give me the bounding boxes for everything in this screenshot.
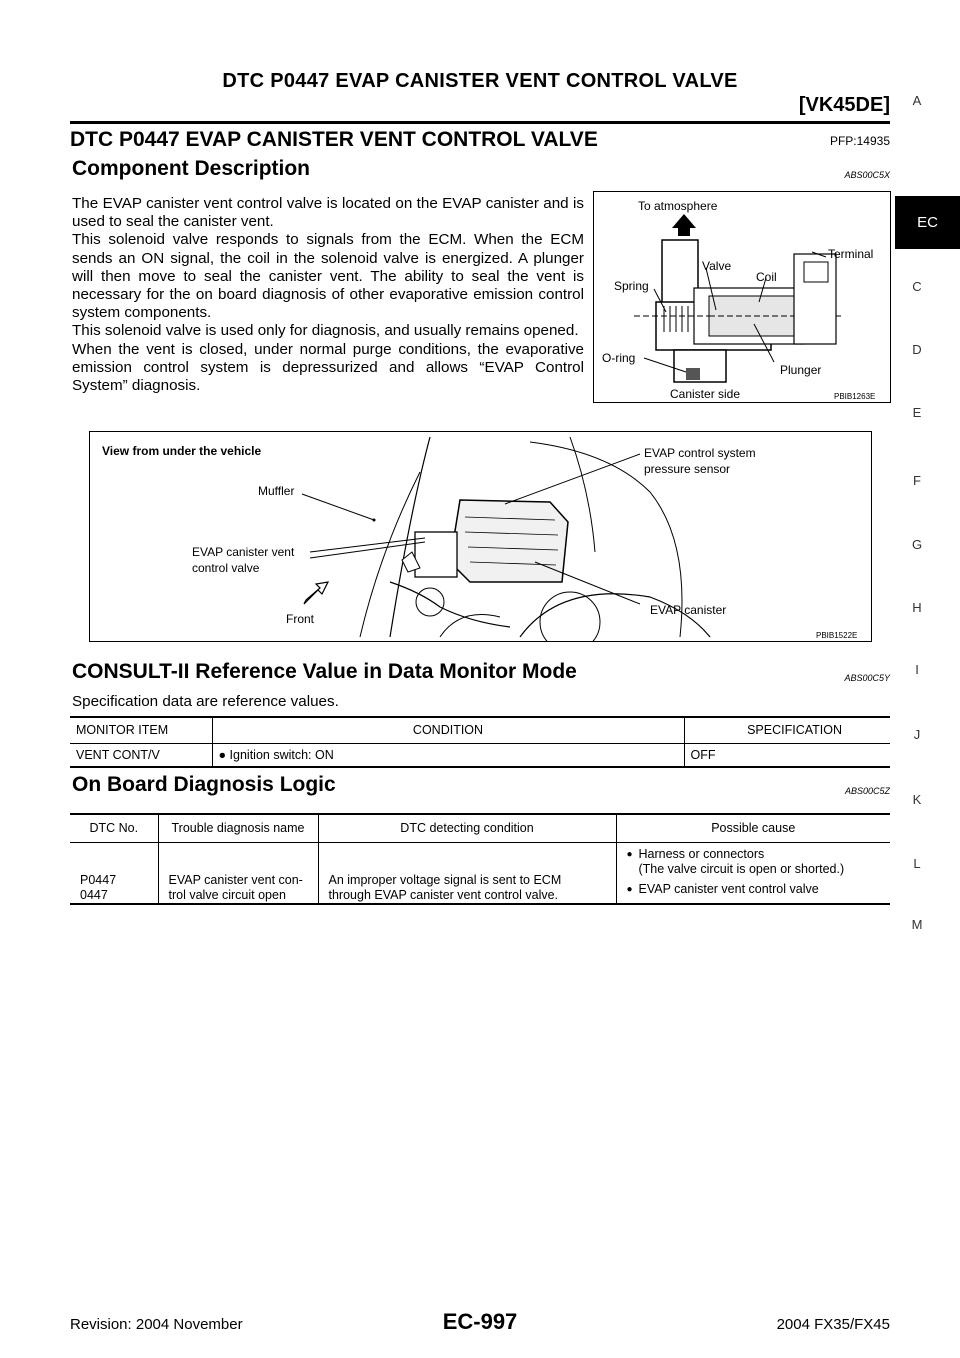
- under-vehicle-illustration: [90, 432, 872, 642]
- label-canister: EVAP canister: [650, 603, 727, 617]
- cell-condition: [318, 842, 616, 904]
- sidebar-index-d[interactable]: D: [912, 342, 922, 357]
- paragraph: The EVAP canister vent control valve is located on the EVAP canister and is used to seal the canister vent.: [72, 195, 584, 231]
- label-sensor-line1: EVAP control system: [644, 446, 756, 460]
- header-possible-cause: Possible cause: [616, 814, 890, 842]
- figure-code: PBIB1263E: [834, 392, 876, 401]
- sidebar-index-c[interactable]: C: [912, 279, 922, 294]
- label-valve: Valve: [702, 259, 732, 273]
- obd-heading: On Board Diagnosis Logic: [72, 773, 336, 796]
- cause-text: (The valve circuit is open or shorted.): [638, 861, 845, 876]
- component-description-code: ABS00C5X: [844, 170, 890, 180]
- sidebar-index-m[interactable]: M: [911, 917, 923, 932]
- sidebar-index-ec-active[interactable]: EC: [895, 196, 960, 249]
- header-monitor-item: MONITOR ITEM: [76, 723, 169, 738]
- label-plunger: Plunger: [780, 363, 822, 377]
- label-spring: Spring: [614, 279, 649, 293]
- sidebar-index-f[interactable]: F: [913, 473, 921, 488]
- paragraph: When the vent is closed, under normal purge conditions, the evaporative emission control system is depressurized and allows “EVAP Control System” diagnosis.: [72, 340, 584, 395]
- label-sensor-line2: pressure sensor: [644, 462, 731, 476]
- condition-text: Ignition switch: ON: [229, 747, 334, 762]
- trouble-name-line: trol valve circuit open: [168, 887, 286, 902]
- footer-page-number: EC-997: [442, 1309, 518, 1334]
- bullet-icon: ●: [626, 848, 633, 860]
- sidebar-index-i[interactable]: I: [915, 662, 919, 677]
- label-canister-side: Canister side: [670, 387, 741, 401]
- consult-heading: CONSULT-II Reference Value in Data Monitor Mode: [72, 660, 577, 683]
- pfp-code: PFP:14935: [829, 134, 890, 148]
- obd-table: [70, 813, 890, 905]
- consult-table: [70, 716, 890, 768]
- label-o-ring: O-ring: [602, 351, 636, 365]
- table-header-row: [70, 717, 890, 743]
- sidebar-index-e[interactable]: E: [912, 405, 922, 420]
- cell-dtc: [70, 842, 158, 904]
- paragraph: This solenoid valve is used only for diagnosis, and usually remains opened.: [72, 322, 579, 340]
- cause-item: [627, 882, 881, 897]
- consult-note: Specification data are reference values.: [72, 693, 339, 710]
- sidebar-index-l[interactable]: L: [913, 856, 921, 871]
- obd-code: ABS00C5Z: [844, 786, 890, 796]
- label-view: View from under the vehicle: [102, 444, 262, 458]
- header-detecting-condition: DTC detecting condition: [318, 814, 616, 842]
- cause-item: [627, 847, 881, 877]
- header-dtc-no: DTC No.: [89, 821, 139, 836]
- arrow-up-icon: [672, 214, 696, 236]
- valve-cutaway-illustration: [594, 192, 891, 403]
- table-row: [70, 743, 890, 767]
- label-vent-line1: EVAP canister vent: [192, 545, 295, 559]
- header-specification: SPECIFICATION: [684, 717, 890, 743]
- header-trouble-name: Trouble diagnosis name: [158, 814, 318, 842]
- cause-text: Harness or connectors: [638, 846, 765, 861]
- trouble-name-line: EVAP canister vent con-: [168, 872, 303, 887]
- cause-text: EVAP canister vent control valve: [638, 881, 819, 896]
- cell-possible-cause: [616, 842, 890, 904]
- footer-revision: Revision: 2004 November: [70, 1316, 243, 1333]
- footer-model: 2004 FX35/FX45: [776, 1316, 890, 1333]
- component-description-text: [72, 195, 584, 395]
- label-coil: Coil: [756, 270, 777, 284]
- dtc-code: P0447: [80, 872, 117, 887]
- section-title: DTC P0447 EVAP CANISTER VENT CONTROL VALVE: [70, 128, 598, 151]
- header-rule: [70, 121, 890, 124]
- page-header-title: DTC P0447 EVAP CANISTER VENT CONTROL VALVE: [222, 70, 738, 92]
- condition-line: through EVAP canister vent control valve.: [328, 887, 559, 902]
- bullet-icon: ●: [218, 747, 227, 762]
- under-vehicle-figure: [89, 431, 872, 642]
- paragraph: This solenoid valve responds to signals from the ECM. When the ECM sends an ON signal, the coil in the solenoid valve is energized. A plunger will then move to seal the canister vent. The ability to seal the vent is necessary for the on board diagnosis of other evaporative emission control system components.: [72, 231, 584, 322]
- cell-spec: OFF: [684, 743, 890, 767]
- valve-cutaway-figure: [593, 191, 891, 403]
- cell-item: VENT CONT/V: [76, 747, 160, 762]
- table-row: [70, 842, 890, 904]
- front-arrow-icon: [304, 582, 328, 604]
- label-vent-line2: control valve: [192, 561, 260, 575]
- sidebar-index-k[interactable]: K: [912, 792, 922, 807]
- label-to-atmosphere: To atmosphere: [638, 199, 718, 213]
- sidebar-index-j[interactable]: J: [913, 727, 921, 742]
- table-header-row: [70, 814, 890, 842]
- cell-trouble-name: [158, 842, 318, 904]
- label-muffler: Muffler: [258, 484, 295, 498]
- cell-condition: [212, 743, 684, 767]
- sidebar-index-a[interactable]: A: [912, 93, 922, 108]
- label-front: Front: [286, 612, 315, 626]
- condition-line: An improper voltage signal is sent to ECM: [328, 872, 562, 887]
- engine-code: [VK45DE]: [798, 94, 890, 116]
- figure-code: PBIB1522E: [816, 631, 858, 640]
- sidebar-index-h[interactable]: H: [912, 600, 922, 615]
- sidebar-index-g[interactable]: G: [911, 537, 923, 552]
- bullet-icon: ●: [626, 883, 633, 895]
- dtc-code-short: 0447: [80, 887, 108, 902]
- header-condition: CONDITION: [212, 717, 684, 743]
- consult-code: ABS00C5Y: [844, 673, 890, 683]
- component-description-heading: Component Description: [72, 157, 311, 180]
- label-terminal: Terminal: [828, 247, 874, 261]
